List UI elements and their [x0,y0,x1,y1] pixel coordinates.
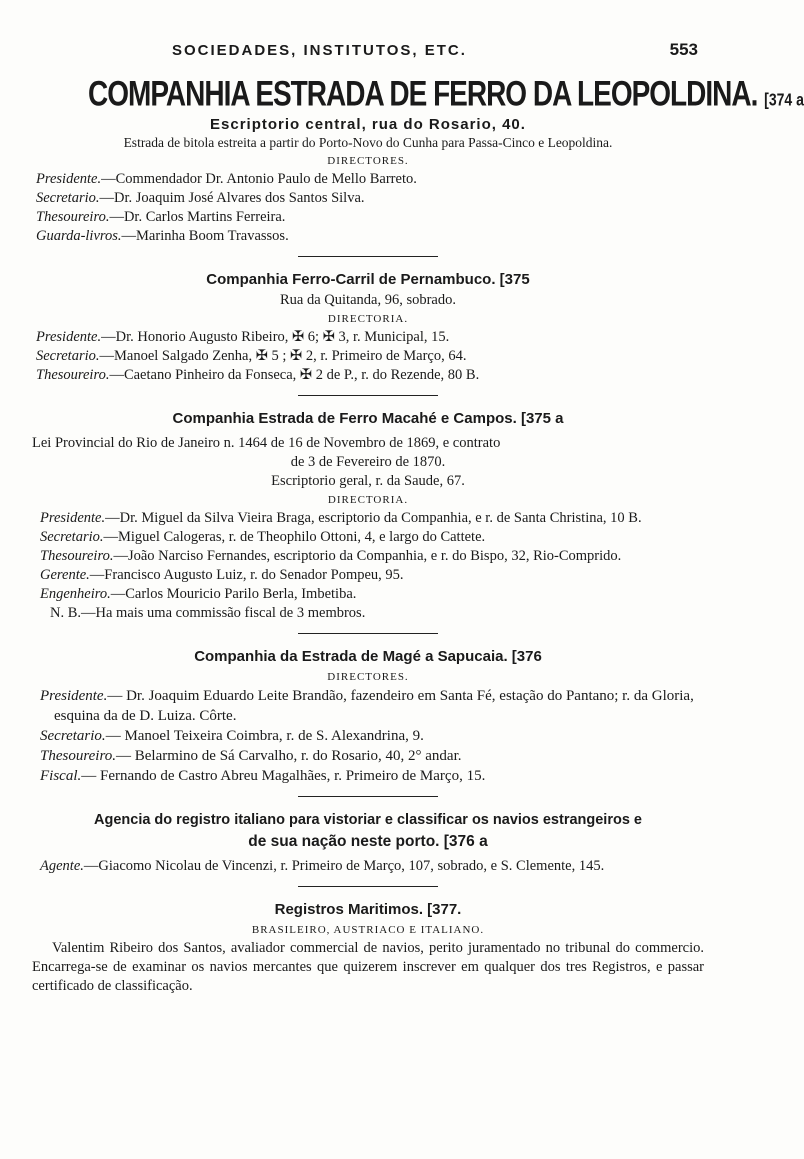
officer-text: —João Narciso Fernandes, escriptorio da Companhia, e r. do Bispo, 32, Rio-Comprido. [113,548,622,564]
officer-role: Thesoureiro. [40,748,116,764]
officer-line [36,189,704,208]
section-divider [298,886,438,887]
officer-text: —Marinha Boom Travassos. [121,228,289,244]
officer-text: —Dr. Honorio Augusto Ribeiro, ✠ 6; ✠ 3, r. Municipal, 15. [101,329,450,345]
ferro-carril-board-heading: DIRECTORIA. [327,313,409,325]
agencia-agent [32,857,704,876]
officer-text: —Manoel Salgado Zenha, ✠ 5 ; ✠ 2, r. Primeiro de Março, 64. [99,348,467,364]
officer-line [36,547,704,566]
officer-line [36,170,704,189]
section-divider [298,256,438,257]
officer-text: — Belarmino de Sá Carvalho, r. do Rosario, 40, 2° andar. [115,748,462,764]
leopoldina-route: Estrada de bitola estreita a partir do Porto-Novo do Cunha para Passa-Cinco e Leopoldina. [123,135,613,150]
officer-text: —Giacomo Nicolau de Vincenzi, r. Primeiro de Março, 107, sobrado, e S. Clemente, 145. [83,858,605,874]
officer-text: —Miguel Calogeras, r. de Theophilo Ottoni, 4, e largo do Cattete. [103,529,486,545]
officer-role: Secretario. [36,190,100,206]
officer-text: —Francisco Augusto Luiz, r. do Senador Pompeu, 95. [89,567,404,583]
officer-line [36,509,704,528]
officer-text: —Commendador Dr. Antonio Paulo de Mello Barreto. [101,171,417,187]
mage-board-heading: DIRECTORES. [327,671,409,683]
officer-line [36,528,704,547]
officer-role: Gerente. [40,567,90,583]
officer-role: Guarda-livros. [36,228,122,244]
officer-text: —Dr. Joaquim José Alvares dos Santos Silva. [99,190,365,206]
officer-line [36,208,704,227]
macahe-law-line2: de 3 de Fevereiro de 1870. [290,454,446,470]
macahe-title: Companhia Estrada de Ferro Macahé e Campos. [375 a [172,410,564,427]
officer-role: Engenheiro. [40,586,111,602]
officer-role: Thesoureiro. [40,548,114,564]
officer-line [36,726,704,746]
section-divider [298,796,438,797]
officer-text: —Dr. Carlos Martins Ferreira. [109,209,286,225]
page-number: 553 [669,40,698,59]
officer-line [36,566,704,585]
macahe-office: Escriptorio geral, r. da Saude, 67. [271,473,465,489]
officer-line [36,347,704,366]
ferro-carril-address: Rua da Quitanda, 96, sobrado. [280,292,456,308]
running-header [32,38,704,68]
ferro-carril-title: Companhia Ferro-Carril de Pernambuco. [375 [206,271,530,288]
section-divider [298,633,438,634]
officer-text: —Caetano Pinheiro da Fonseca, ✠ 2 de P., r. do Rezende, 80 B. [109,367,480,383]
section-divider [298,395,438,396]
macahe-note: N. B.—Ha mais uma commissão fiscal de 3 membros. [50,605,366,621]
officer-text: — Fernando de Castro Abreu Magalhães, r. Primeiro de Março, 15. [81,768,486,784]
registros-subtitle: BRASILEIRO, AUSTRIACO E ITALIANO. [251,924,485,936]
officer-line [36,585,704,604]
officer-text: —Carlos Mouricio Parilo Berla, Imbetiba. [110,586,357,602]
leopoldina-ref: [374 a [764,89,804,109]
macahe-law-line1: Lei Provincial do Rio de Janeiro n. 1464 de 16 de Novembro de 1869, e contrato [32,435,501,451]
officer-line [36,746,704,766]
mage-title: Companhia da Estrada de Magé a Sapucaia. [376 [194,648,542,665]
macahe-board-heading: DIRECTORIA. [327,494,409,506]
page [32,38,804,996]
agencia-title-line1: Agencia do registro italiano para vistoriar e classificar os navios estrangeiros e [94,812,642,828]
officer-line [36,227,704,246]
leopoldina-officers [32,170,704,246]
officer-line [36,766,704,786]
registros-paragraph: Valentim Ribeiro dos Santos, avaliador commercial de navios, perito juramentado no tribunal do commercio. Encarrega-se de examinar os navios mercantes que quizerem inscrever em qualquer dos tres Registros, e passar certificado de classificação. [32,940,704,994]
macahe-officers [32,509,704,604]
leopoldina-title-text: COMPANHIA ESTRADA DE FERRO DA LEOPOLDINA. [88,74,758,113]
officer-role: Fiscal. [40,768,82,784]
officer-role: Thesoureiro. [36,367,110,383]
officer-role: Presidente. [40,510,106,526]
leopoldina-board-heading: DIRECTORES. [327,155,409,167]
officer-role: Secretario. [40,728,106,744]
running-title: SOCIEDADES, INSTITUTOS, ETC. [172,42,467,59]
officer-line [36,366,704,385]
officer-role: Presidente. [40,688,108,704]
officer-text: — Manoel Teixeira Coimbra, r. de S. Alexandrina, 9. [105,728,424,744]
mage-officers [32,686,704,786]
officer-role: Presidente. [36,329,102,345]
officer-line [36,328,704,347]
officer-text: — Dr. Joaquim Eduardo Leite Brandão, fazendeiro em Santa Fé, estação do Pantano; r. da Gloria, esquina da de D. Luiza. Côrte. [54,688,694,724]
officer-role: Thesoureiro. [36,209,110,225]
officer-line [36,686,704,726]
officer-role: Secretario. [40,529,104,545]
officer-line [36,857,704,876]
registros-title: Registros Maritimos. [377. [274,901,462,918]
officer-role: Secretario. [36,348,100,364]
agencia-title-line2: de sua nação neste porto. [376 a [248,833,488,850]
officer-role: Agente. [40,858,84,874]
leopoldina-title [88,74,804,114]
officer-text: —Dr. Miguel da Silva Vieira Braga, escriptorio da Companhia, e r. de Santa Christina, 10 B. [105,510,642,526]
officer-role: Presidente. [36,171,102,187]
ferro-carril-officers [32,328,704,385]
leopoldina-office: Escriptorio central, rua do Rosario, 40. [210,116,526,133]
